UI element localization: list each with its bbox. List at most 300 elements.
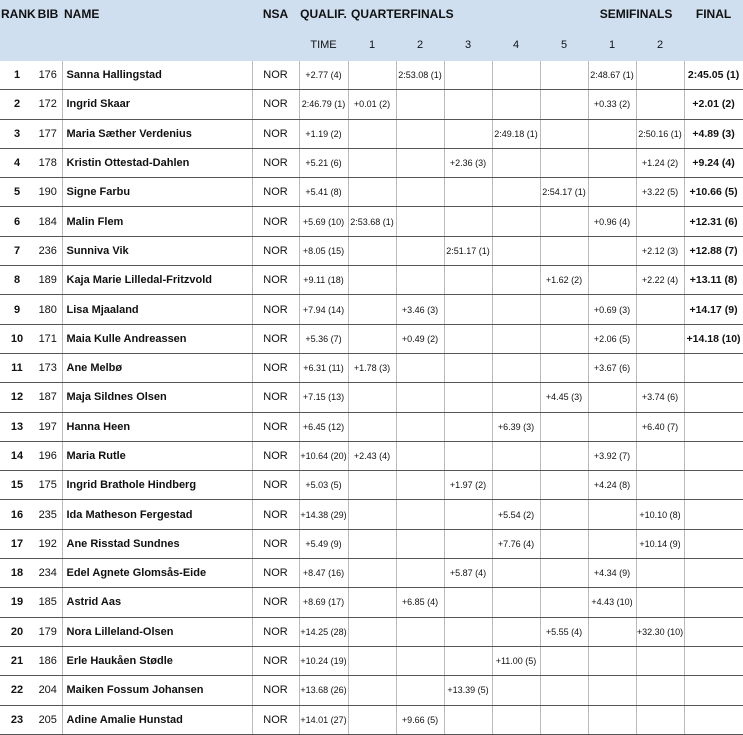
cell-rank: 5 (0, 178, 34, 207)
cell-final (684, 559, 743, 588)
cell-quarterfinal-5 (540, 559, 588, 588)
cell-bib: 179 (34, 617, 62, 646)
cell-quarterfinal-3 (444, 353, 492, 382)
cell-athlete-name: Maja Sildnes Olsen (62, 383, 252, 412)
cell-nsa: NOR (252, 529, 299, 558)
cell-rank: 9 (0, 295, 34, 324)
cell-rank: 21 (0, 646, 34, 675)
cell-athlete-name: Ane Melbø (62, 353, 252, 382)
cell-quarterfinal-2 (396, 471, 444, 500)
header-time: TIME (299, 28, 348, 61)
header-row (0, 0, 743, 28)
cell-rank: 12 (0, 383, 34, 412)
cell-quarterfinal-4 (492, 295, 540, 324)
cell-bib: 197 (34, 412, 62, 441)
cell-quarterfinal-3 (444, 412, 492, 441)
cell-quarterfinal-4 (492, 236, 540, 265)
cell-quarterfinal-5 (540, 353, 588, 382)
cell-nsa: NOR (252, 61, 299, 90)
cell-quarterfinal-1 (348, 383, 396, 412)
cell-nsa: NOR (252, 324, 299, 353)
cell-final (684, 500, 743, 529)
header-qf-3: 3 (444, 28, 492, 61)
cell-quarterfinal-4 (492, 178, 540, 207)
cell-quarterfinal-5 (540, 441, 588, 470)
header-qualif: QUALIF. (299, 0, 348, 28)
cell-semifinal-2 (636, 61, 684, 90)
cell-bib: 180 (34, 295, 62, 324)
cell-nsa: NOR (252, 266, 299, 295)
cell-quarterfinal-3 (444, 617, 492, 646)
cell-quarterfinal-2 (396, 178, 444, 207)
cell-quarterfinal-5 (540, 588, 588, 617)
table-row (0, 178, 743, 207)
cell-bib: 189 (34, 266, 62, 295)
cell-final: +9.24 (4) (684, 148, 743, 177)
cell-qualif-time: +5.21 (6) (299, 148, 348, 177)
cell-quarterfinal-2 (396, 207, 444, 236)
cell-semifinal-1: +4.24 (8) (588, 471, 636, 500)
cell-quarterfinal-1 (348, 676, 396, 705)
table-row (0, 148, 743, 177)
cell-semifinal-2 (636, 295, 684, 324)
cell-quarterfinal-5 (540, 676, 588, 705)
header-final: FINAL (684, 0, 743, 28)
cell-quarterfinal-3 (444, 178, 492, 207)
cell-quarterfinal-5 (540, 90, 588, 119)
header-sf-2: 2 (636, 28, 684, 61)
cell-quarterfinal-5 (540, 295, 588, 324)
cell-quarterfinal-5 (540, 207, 588, 236)
cell-bib: 178 (34, 148, 62, 177)
header-rank: RANK (0, 0, 34, 28)
cell-quarterfinal-4 (492, 559, 540, 588)
cell-quarterfinal-4 (492, 441, 540, 470)
cell-rank: 1 (0, 61, 34, 90)
cell-nsa: NOR (252, 588, 299, 617)
cell-semifinal-1 (588, 119, 636, 148)
cell-rank: 11 (0, 353, 34, 382)
cell-quarterfinal-4 (492, 61, 540, 90)
cell-bib: 236 (34, 236, 62, 265)
cell-semifinal-2: +2.12 (3) (636, 236, 684, 265)
cell-rank: 16 (0, 500, 34, 529)
cell-qualif-time: +5.41 (8) (299, 178, 348, 207)
table-row (0, 324, 743, 353)
cell-final: +13.11 (8) (684, 266, 743, 295)
cell-semifinal-2: +1.24 (2) (636, 148, 684, 177)
cell-semifinal-2 (636, 646, 684, 675)
cell-qualif-time: +7.15 (13) (299, 383, 348, 412)
cell-quarterfinal-5 (540, 646, 588, 675)
cell-athlete-name: Maria Rutle (62, 441, 252, 470)
cell-semifinal-1 (588, 236, 636, 265)
cell-bib: 204 (34, 676, 62, 705)
cell-bib: 184 (34, 207, 62, 236)
cell-quarterfinal-4 (492, 383, 540, 412)
cell-athlete-name: Sunniva Vik (62, 236, 252, 265)
cell-semifinal-1 (588, 617, 636, 646)
cell-semifinal-1: +0.33 (2) (588, 90, 636, 119)
cell-quarterfinal-3: +2.36 (3) (444, 148, 492, 177)
cell-quarterfinal-4 (492, 353, 540, 382)
cell-semifinal-2 (636, 588, 684, 617)
cell-semifinal-1 (588, 178, 636, 207)
cell-final (684, 383, 743, 412)
cell-rank: 15 (0, 471, 34, 500)
cell-final: +14.17 (9) (684, 295, 743, 324)
cell-final: +12.88 (7) (684, 236, 743, 265)
table-row (0, 529, 743, 558)
cell-semifinal-1: 2:48.67 (1) (588, 61, 636, 90)
cell-quarterfinal-1 (348, 500, 396, 529)
cell-semifinal-2: +3.22 (5) (636, 178, 684, 207)
table-row (0, 353, 743, 382)
cell-quarterfinal-2: +0.49 (2) (396, 324, 444, 353)
cell-final (684, 676, 743, 705)
cell-quarterfinal-1: +0.01 (2) (348, 90, 396, 119)
cell-athlete-name: Lisa Mjaaland (62, 295, 252, 324)
cell-semifinal-1: +3.92 (7) (588, 441, 636, 470)
cell-nsa: NOR (252, 500, 299, 529)
cell-quarterfinal-3 (444, 383, 492, 412)
cell-athlete-name: Ida Matheson Fergestad (62, 500, 252, 529)
cell-quarterfinal-5 (540, 236, 588, 265)
cell-quarterfinal-1 (348, 266, 396, 295)
header-qf-1: 1 (348, 28, 396, 61)
cell-athlete-name: Kristin Ottestad-Dahlen (62, 148, 252, 177)
cell-semifinal-1 (588, 383, 636, 412)
cell-quarterfinal-1 (348, 471, 396, 500)
cell-semifinal-2: 2:50.16 (1) (636, 119, 684, 148)
cell-quarterfinal-1 (348, 236, 396, 265)
cell-quarterfinal-4: +11.00 (5) (492, 646, 540, 675)
cell-quarterfinal-5: +4.45 (3) (540, 383, 588, 412)
cell-final: +2.01 (2) (684, 90, 743, 119)
cell-athlete-name: Kaja Marie Lilledal-Fritzvold (62, 266, 252, 295)
cell-quarterfinal-3 (444, 295, 492, 324)
header-qf-5: 5 (540, 28, 588, 61)
cell-qualif-time: +14.01 (27) (299, 705, 348, 734)
cell-athlete-name: Maia Kulle Andreassen (62, 324, 252, 353)
cell-bib: 173 (34, 353, 62, 382)
cell-nsa: NOR (252, 676, 299, 705)
cell-semifinal-2: +2.22 (4) (636, 266, 684, 295)
cell-quarterfinal-2 (396, 119, 444, 148)
table-row (0, 588, 743, 617)
cell-quarterfinal-5: +5.55 (4) (540, 617, 588, 646)
cell-quarterfinal-2: +6.85 (4) (396, 588, 444, 617)
table-row (0, 207, 743, 236)
cell-final (684, 353, 743, 382)
cell-athlete-name: Ingrid Brathole Hindberg (62, 471, 252, 500)
cell-quarterfinal-3 (444, 500, 492, 529)
cell-bib: 171 (34, 324, 62, 353)
cell-athlete-name: Ane Risstad Sundnes (62, 529, 252, 558)
cell-quarterfinal-5: 2:54.17 (1) (540, 178, 588, 207)
cell-qualif-time: +8.69 (17) (299, 588, 348, 617)
cell-rank: 20 (0, 617, 34, 646)
table-row (0, 471, 743, 500)
cell-quarterfinal-2 (396, 617, 444, 646)
cell-rank: 13 (0, 412, 34, 441)
cell-quarterfinal-3 (444, 61, 492, 90)
cell-quarterfinal-5 (540, 324, 588, 353)
cell-bib: 235 (34, 500, 62, 529)
cell-semifinal-2: +3.74 (6) (636, 383, 684, 412)
cell-quarterfinal-4 (492, 676, 540, 705)
cell-rank: 4 (0, 148, 34, 177)
cell-quarterfinal-4 (492, 207, 540, 236)
cell-athlete-name: Malin Flem (62, 207, 252, 236)
cell-quarterfinal-2 (396, 529, 444, 558)
cell-qualif-time: +1.19 (2) (299, 119, 348, 148)
cell-nsa: NOR (252, 383, 299, 412)
cell-quarterfinal-4 (492, 471, 540, 500)
cell-quarterfinal-5 (540, 412, 588, 441)
cell-athlete-name: Signe Farbu (62, 178, 252, 207)
cell-quarterfinal-1 (348, 588, 396, 617)
cell-final (684, 588, 743, 617)
cell-semifinal-2 (636, 353, 684, 382)
cell-bib: 187 (34, 383, 62, 412)
cell-athlete-name: Ingrid Skaar (62, 90, 252, 119)
cell-semifinal-1 (588, 500, 636, 529)
cell-quarterfinal-5 (540, 500, 588, 529)
cell-qualif-time: 2:46.79 (1) (299, 90, 348, 119)
cell-athlete-name: Erle Haukåen Stødle (62, 646, 252, 675)
header-nsa: NSA (252, 0, 299, 28)
cell-semifinal-1: +0.96 (4) (588, 207, 636, 236)
cell-rank: 22 (0, 676, 34, 705)
cell-qualif-time: +13.68 (26) (299, 676, 348, 705)
cell-semifinal-2 (636, 471, 684, 500)
cell-qualif-time: +14.38 (29) (299, 500, 348, 529)
table-row (0, 676, 743, 705)
cell-nsa: NOR (252, 705, 299, 734)
header-qf-2: 2 (396, 28, 444, 61)
cell-semifinal-1: +2.06 (5) (588, 324, 636, 353)
header-name: NAME (62, 0, 252, 28)
table-row (0, 500, 743, 529)
cell-bib: 192 (34, 529, 62, 558)
cell-rank: 2 (0, 90, 34, 119)
cell-quarterfinal-4: +7.76 (4) (492, 529, 540, 558)
cell-qualif-time: +2.77 (4) (299, 61, 348, 90)
cell-quarterfinal-4 (492, 588, 540, 617)
cell-qualif-time: +9.11 (18) (299, 266, 348, 295)
cell-quarterfinal-1 (348, 617, 396, 646)
cell-quarterfinal-1 (348, 295, 396, 324)
cell-bib: 172 (34, 90, 62, 119)
cell-athlete-name: Nora Lilleland-Olsen (62, 617, 252, 646)
header-qf-4: 4 (492, 28, 540, 61)
cell-qualif-time: +14.25 (28) (299, 617, 348, 646)
cell-quarterfinal-4 (492, 266, 540, 295)
cell-semifinal-1: +4.34 (9) (588, 559, 636, 588)
cell-rank: 14 (0, 441, 34, 470)
cell-final: +12.31 (6) (684, 207, 743, 236)
subheader-row (0, 28, 743, 61)
cell-quarterfinal-5 (540, 471, 588, 500)
cell-bib: 234 (34, 559, 62, 588)
table-row (0, 61, 743, 90)
cell-quarterfinal-2 (396, 646, 444, 675)
cell-quarterfinal-4: +6.39 (3) (492, 412, 540, 441)
cell-quarterfinal-3 (444, 207, 492, 236)
cell-quarterfinal-5: +1.62 (2) (540, 266, 588, 295)
cell-semifinal-2 (636, 207, 684, 236)
cell-final (684, 646, 743, 675)
cell-quarterfinal-5 (540, 148, 588, 177)
cell-quarterfinal-2 (396, 383, 444, 412)
cell-quarterfinal-2 (396, 148, 444, 177)
cell-semifinal-1: +0.69 (3) (588, 295, 636, 324)
cell-qualif-time: +5.03 (5) (299, 471, 348, 500)
header-bib: BIB (34, 0, 62, 28)
cell-semifinal-2 (636, 441, 684, 470)
cell-quarterfinal-1 (348, 148, 396, 177)
table-row (0, 119, 743, 148)
cell-qualif-time: +5.36 (7) (299, 324, 348, 353)
cell-nsa: NOR (252, 295, 299, 324)
cell-qualif-time: +10.24 (19) (299, 646, 348, 675)
cell-quarterfinal-2 (396, 353, 444, 382)
cell-final (684, 471, 743, 500)
cell-qualif-time: +8.05 (15) (299, 236, 348, 265)
cell-quarterfinal-1: +2.43 (4) (348, 441, 396, 470)
cell-quarterfinal-3: +5.87 (4) (444, 559, 492, 588)
header-quarterfinals: QUARTERFINALS (348, 0, 588, 28)
cell-bib: 177 (34, 119, 62, 148)
cell-final: +4.89 (3) (684, 119, 743, 148)
table-row (0, 295, 743, 324)
cell-quarterfinal-1 (348, 61, 396, 90)
cell-semifinal-2: +10.10 (8) (636, 500, 684, 529)
cell-quarterfinal-3: +1.97 (2) (444, 471, 492, 500)
cell-semifinal-1 (588, 646, 636, 675)
table-row (0, 441, 743, 470)
cell-quarterfinal-4 (492, 617, 540, 646)
cell-athlete-name: Sanna Hallingstad (62, 61, 252, 90)
cell-final: +14.18 (10) (684, 324, 743, 353)
table-row (0, 646, 743, 675)
cell-semifinal-1 (588, 529, 636, 558)
header-semifinals: SEMIFINALS (588, 0, 684, 28)
cell-rank: 3 (0, 119, 34, 148)
cell-semifinal-2 (636, 324, 684, 353)
cell-nsa: NOR (252, 178, 299, 207)
cell-semifinal-1 (588, 148, 636, 177)
cell-nsa: NOR (252, 148, 299, 177)
cell-nsa: NOR (252, 441, 299, 470)
cell-quarterfinal-3: 2:51.17 (1) (444, 236, 492, 265)
cell-nsa: NOR (252, 412, 299, 441)
cell-quarterfinal-4: 2:49.18 (1) (492, 119, 540, 148)
cell-bib: 175 (34, 471, 62, 500)
cell-quarterfinal-2: +3.46 (3) (396, 295, 444, 324)
results-body (0, 61, 743, 734)
cell-quarterfinal-1 (348, 646, 396, 675)
cell-final (684, 412, 743, 441)
cell-bib: 185 (34, 588, 62, 617)
cell-quarterfinal-2: +9.66 (5) (396, 705, 444, 734)
cell-semifinal-2: +32.30 (10) (636, 617, 684, 646)
cell-quarterfinal-1 (348, 559, 396, 588)
cell-quarterfinal-2 (396, 236, 444, 265)
cell-bib: 205 (34, 705, 62, 734)
cell-quarterfinal-2 (396, 90, 444, 119)
cell-semifinal-2: +6.40 (7) (636, 412, 684, 441)
cell-semifinal-1 (588, 676, 636, 705)
cell-bib: 186 (34, 646, 62, 675)
cell-final (684, 617, 743, 646)
cell-athlete-name: Maiken Fossum Johansen (62, 676, 252, 705)
cell-semifinal-1 (588, 266, 636, 295)
cell-rank: 18 (0, 559, 34, 588)
cell-final (684, 441, 743, 470)
table-row (0, 412, 743, 441)
cell-quarterfinal-4 (492, 148, 540, 177)
table-row (0, 266, 743, 295)
cell-quarterfinal-3: +13.39 (5) (444, 676, 492, 705)
cell-semifinal-2 (636, 676, 684, 705)
cell-nsa: NOR (252, 617, 299, 646)
cell-quarterfinal-1 (348, 324, 396, 353)
cell-semifinal-1: +3.67 (6) (588, 353, 636, 382)
cell-nsa: NOR (252, 119, 299, 148)
cell-quarterfinal-3 (444, 529, 492, 558)
cell-qualif-time: +6.45 (12) (299, 412, 348, 441)
cell-semifinal-1: +4.43 (10) (588, 588, 636, 617)
cell-quarterfinal-1 (348, 412, 396, 441)
cell-athlete-name: Adine Amalie Hunstad (62, 705, 252, 734)
cell-quarterfinal-2 (396, 559, 444, 588)
cell-quarterfinal-4 (492, 90, 540, 119)
cell-quarterfinal-1 (348, 178, 396, 207)
cell-quarterfinal-2 (396, 441, 444, 470)
cell-qualif-time: +6.31 (11) (299, 353, 348, 382)
table-row (0, 559, 743, 588)
cell-rank: 8 (0, 266, 34, 295)
cell-final: 2:45.05 (1) (684, 61, 743, 90)
cell-quarterfinal-1: +1.78 (3) (348, 353, 396, 382)
cell-semifinal-2 (636, 559, 684, 588)
cell-quarterfinal-3 (444, 90, 492, 119)
cell-qualif-time: +5.49 (9) (299, 529, 348, 558)
cell-athlete-name: Maria Sæther Verdenius (62, 119, 252, 148)
cell-quarterfinal-1: 2:53.68 (1) (348, 207, 396, 236)
table-row (0, 617, 743, 646)
header-sf-1: 1 (588, 28, 636, 61)
cell-nsa: NOR (252, 471, 299, 500)
cell-final (684, 529, 743, 558)
cell-nsa: NOR (252, 353, 299, 382)
cell-quarterfinal-2: 2:53.08 (1) (396, 61, 444, 90)
cell-bib: 196 (34, 441, 62, 470)
cell-athlete-name: Astrid Aas (62, 588, 252, 617)
cell-bib: 190 (34, 178, 62, 207)
cell-quarterfinal-1 (348, 119, 396, 148)
cell-quarterfinal-3 (444, 646, 492, 675)
cell-quarterfinal-3 (444, 324, 492, 353)
cell-final: +10.66 (5) (684, 178, 743, 207)
cell-quarterfinal-4: +5.54 (2) (492, 500, 540, 529)
table-row (0, 383, 743, 412)
cell-qualif-time: +10.64 (20) (299, 441, 348, 470)
cell-quarterfinal-3 (444, 266, 492, 295)
cell-rank: 6 (0, 207, 34, 236)
